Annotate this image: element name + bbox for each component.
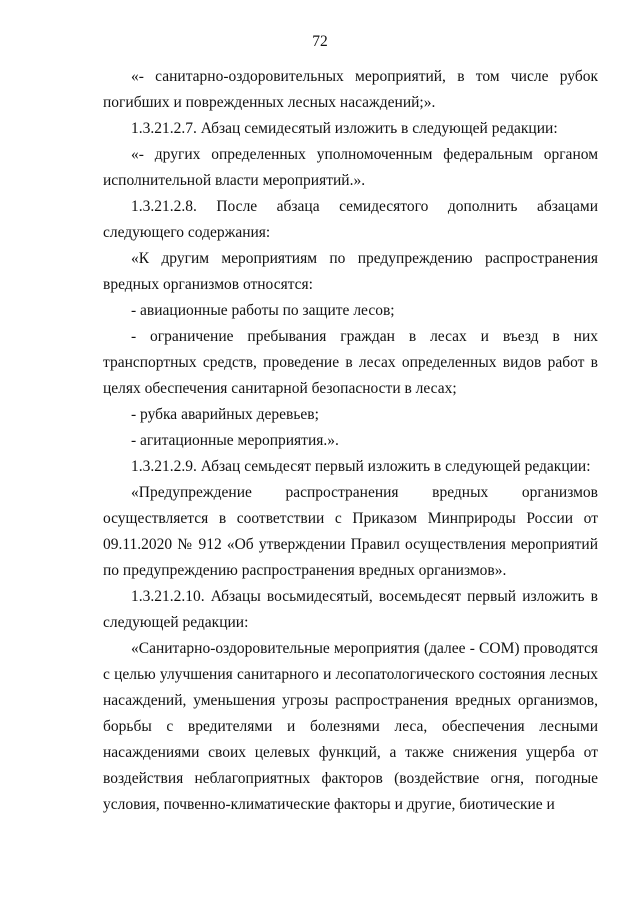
paragraph: - ограничение пребывания граждан в лесах и въезд в них транспортных средств, проведение в лесах определенных видов работ в целях обеспечения санитарной безопасности в лесах;: [103, 328, 598, 397]
paragraph: 1.3.21.2.9. Абзац семьдесят первый изложить в следующей редакции:: [131, 458, 591, 475]
paragraph: «- санитарно-оздоровительных мероприятий, в том числе рубок погибших и поврежденных лесных насаждений;».: [103, 68, 598, 111]
paragraph: 1.3.21.2.8. После абзаца семидесятого дополнить абзацами следующего содержания:: [103, 198, 598, 241]
paragraph: «Предупреждение распространения вредных организмов осуществляется в соответствии с Приказом Минприроды России от 09.11.2020 № 912 «Об утверждении Правил осуществления мероприятий по предупреждению распространения вредных организмов».: [103, 484, 598, 579]
document-body: [103, 64, 598, 818]
paragraph: - агитационные мероприятия.».: [131, 432, 339, 449]
paragraph: «- других определенных уполномоченным федеральным органом исполнительной власти мероприятий.».: [103, 146, 598, 189]
paragraph: 1.3.21.2.10. Абзацы восьмидесятый, восемьдесят первый изложить в следующей редакции:: [103, 588, 598, 631]
paragraph: - авиационные работы по защите лесов;: [131, 302, 395, 319]
paragraph: - рубка аварийных деревьев;: [131, 406, 319, 423]
paragraph: 1.3.21.2.7. Абзац семидесятый изложить в следующей редакции:: [131, 120, 558, 137]
paragraph: «К другим мероприятиям по предупреждению распространения вредных организмов относятся:: [103, 250, 598, 293]
paragraph: «Санитарно-оздоровительные мероприятия (далее - СОМ) проводятся с целью улучшения санитарного и лесопатологического состояния лесных насаждений, уменьшения угрозы распространения вредных организмов, борьбы с вредителями и болезнями леса, обеспечения лесными насаждениями своих целевых функций, а также снижения ущерба от воздействия неблагоприятных факторов (воздействие огня, погодные условия, почвенно-климатические факторы и другие, биотические и: [103, 640, 598, 813]
page-number: 72: [312, 33, 328, 50]
